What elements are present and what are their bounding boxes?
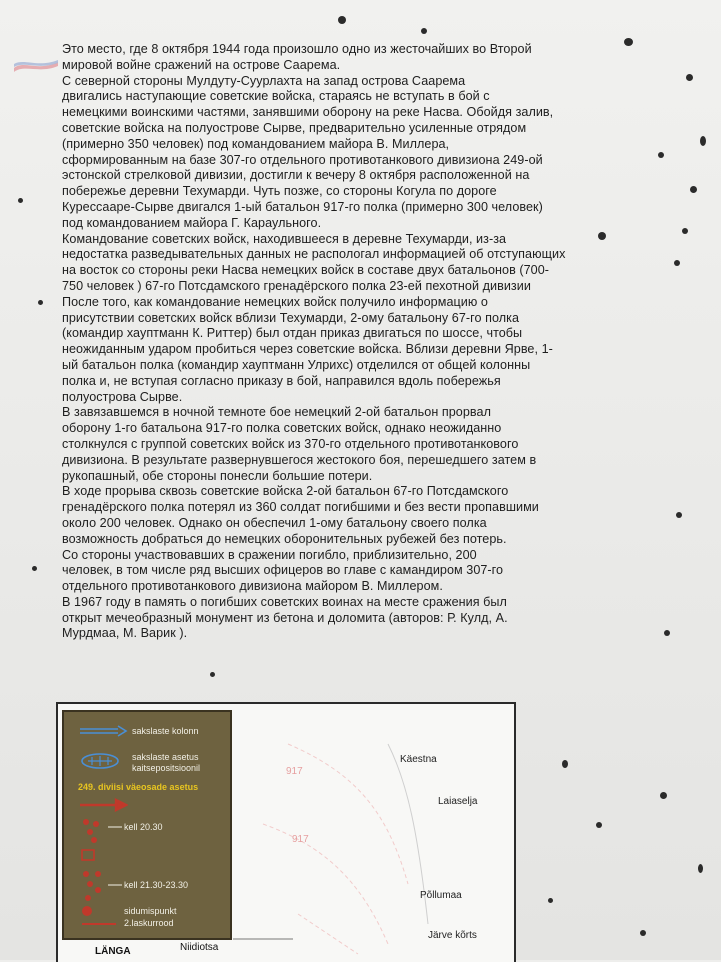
- text-line: рукопашный, обе стороны понесли большие потери.: [62, 468, 373, 483]
- weather-spot: [690, 186, 697, 193]
- text-line: мировой войне сражений на острове Саарема.: [62, 57, 341, 72]
- place-niidiotsa: Niidiotsa: [180, 942, 219, 953]
- regiment-label: 917: [292, 834, 309, 845]
- defense-position-icon: [78, 752, 122, 770]
- legend-sidumispunkt: sidumispunkt: [124, 906, 177, 916]
- weather-spot: [674, 260, 680, 266]
- text-line: советские войска на полуострове Сырве, предварительно усиленные отрядом: [62, 120, 527, 135]
- weather-spot: [596, 822, 602, 828]
- place-pollumaa: Põllumaa: [420, 890, 462, 901]
- legend-item-asetus: sakslaste asetus: [132, 752, 199, 762]
- weather-spot: [660, 792, 667, 799]
- weather-spot: [562, 760, 568, 768]
- text-line: человек, в том числе ряд высших офицеров во главе с камандиром 307-го: [62, 563, 504, 578]
- paragraph-1: [62, 42, 668, 74]
- text-line: отдельного противотанкового дивизиона майором В. Миллером.: [62, 579, 443, 594]
- weather-spot: [38, 300, 43, 305]
- paragraph-4: [62, 405, 668, 484]
- text-line: около 200 человек. Однако он обеспечил 1-ому батальону своего полка: [62, 515, 487, 530]
- weather-spot: [698, 864, 703, 873]
- unit-cluster-icon: [80, 816, 104, 844]
- text-line: на восток со стороны реки Насва немецких войск в составе двух батальонов (700-: [62, 263, 550, 278]
- weather-spot: [32, 566, 37, 571]
- text-line: В ходе прорыва сквозь советские войска 2-ой батальон 67-го Потсдамского: [62, 484, 509, 499]
- text-line: Куресcааре-Сырве двигался 1-ый батальон 917-го полка (примерно 300 человек): [62, 199, 543, 214]
- text-line: ый батальон полка (командир хауптманн Улрихс) отделился от общей колонны: [62, 357, 531, 372]
- text-line: (примерно 350 человек) под командованием майора В. Миллера,: [62, 136, 450, 151]
- legend-time-2030: kell 20.30: [124, 822, 163, 832]
- weather-spot: [421, 28, 427, 34]
- column-arrow-icon: [78, 724, 128, 738]
- weather-spot: [210, 672, 215, 677]
- regiment-label: 917: [286, 766, 303, 777]
- text-line: оборону 1-го батальона 917-го полка советских войск, однако неожиданно: [62, 421, 502, 436]
- text-line: столкнулся с группой советских войск из 370-го отдельного противотанкового: [62, 436, 519, 451]
- text-line: возможность добраться до немецких оборонительных рубежей без потерь.: [62, 531, 507, 546]
- text-line: эстонской стрелковой дивизии, достигли к вечеру 8 октября расположенной на: [62, 168, 530, 183]
- text-line: сформированным на базе 307-го отдельного противотанкового дивизиона 249-ой: [62, 152, 543, 167]
- paragraph-2: [62, 74, 668, 232]
- weather-spot: [682, 228, 688, 234]
- paragraph-6: [62, 595, 668, 642]
- division-arrow-icon: [78, 798, 128, 812]
- battle-map: [56, 702, 516, 962]
- paragraph-3: [62, 232, 668, 406]
- flag-sticker-icon: [12, 58, 60, 74]
- legend-time-2130: kell 21.30-23.30: [124, 880, 189, 890]
- weather-spot: [640, 930, 646, 936]
- weather-spot: [700, 136, 706, 146]
- unit-cluster-icon: [80, 868, 106, 904]
- legend-item-kaitse: kaitsepositsioonil: [132, 763, 201, 773]
- text-line: Со стороны участвовавших в сражении погибло, приблизительно, 200: [62, 547, 477, 562]
- memorial-text: [62, 42, 668, 642]
- place-laiaselja: Laiaselja: [438, 796, 478, 807]
- legend-title: 249. diviisi väeosade asetus: [78, 782, 199, 792]
- text-line: дивизиона. В результате развернувшегося жестокого боя, перешедшего затем в: [62, 452, 537, 467]
- text-line: После того, как командование немецких войск получило информацию о: [62, 294, 488, 309]
- text-line: (командир хауптманн К. Риттер) был отдан приказ двигаться по шоссе, чтобы: [62, 326, 523, 341]
- aid-point-icon: [80, 904, 94, 918]
- weather-spot: [18, 198, 23, 203]
- text-line: С северной стороны Мулдуту-Суурлахта на запад острова Саарема: [62, 73, 466, 88]
- text-line: Мурдмаа, М. Варик ).: [62, 626, 188, 641]
- weather-spot: [548, 898, 553, 903]
- text-line: под командованием майора Г. Караульного.: [62, 215, 322, 230]
- place-langa: LÄNGA: [95, 946, 131, 957]
- map-legend: [62, 710, 232, 940]
- text-line: полка и, не вступая согласно приказу в бой, направился вдоль побережья: [62, 373, 501, 388]
- text-line: неожиданным ударом пробиться через советские войска. Вблизи деревни Ярве, 1-: [62, 342, 553, 357]
- text-line: побережье деревни Техумарди. Чуть позже, со стороны Когула по дороге: [62, 184, 497, 199]
- text-line: недостатка разведывательных данных не распологал информацией об отступающих: [62, 247, 566, 262]
- text-line: полуострова Сырве.: [62, 389, 183, 404]
- text-line: Это место, где 8 октября 1944 года произошло одно из жесточайших во Второй: [62, 42, 532, 56]
- legend-item-kolonn: sakslaste kolonn: [132, 726, 199, 736]
- text-line: В завязавшемся в ночной темноте бое немецкий 2-ой батальон прорвал: [62, 405, 491, 420]
- text-line: присутствии советских войск вблизи Техумарди, 2-ому батальону 67-го полка: [62, 310, 520, 325]
- place-kaestna: Käestna: [400, 754, 437, 765]
- paragraph-5: [62, 484, 668, 595]
- unit-box-icon: [80, 848, 96, 862]
- text-line: немецкими воинскими частями, занявшими оборону на реке Насва. Обойдя залив,: [62, 105, 554, 120]
- text-line: Командование советских войск, находившееся в деревне Техумарди, из-за: [62, 231, 507, 246]
- text-line: двигались наступающие советские войска, стараясь не вступать в бой с: [62, 89, 490, 104]
- rifle-company-icon: [80, 918, 120, 930]
- weather-spot: [686, 74, 693, 81]
- weather-spot: [338, 16, 346, 24]
- pointer-line-icon: [108, 882, 122, 888]
- text-line: 750 человек ) 67-го Потсдамского гренадёрского полка 23-ей пехотной дивизии: [62, 278, 531, 293]
- text-line: В 1967 году в память о погибших советских воинах на месте сражения был: [62, 594, 507, 609]
- place-jarve: Järve kõrts: [428, 930, 477, 941]
- text-line: открыт мечеобразный монумент из бетона и доломита (авторов: Р. Кулд, А.: [62, 610, 508, 625]
- legend-laskurrood: 2.laskurrood: [124, 918, 174, 928]
- weather-spot: [676, 512, 682, 518]
- pointer-line-icon: [108, 824, 122, 830]
- text-line: гренадёрского полка потерял из 360 солдат погибшими и без вести пропавшими: [62, 500, 539, 515]
